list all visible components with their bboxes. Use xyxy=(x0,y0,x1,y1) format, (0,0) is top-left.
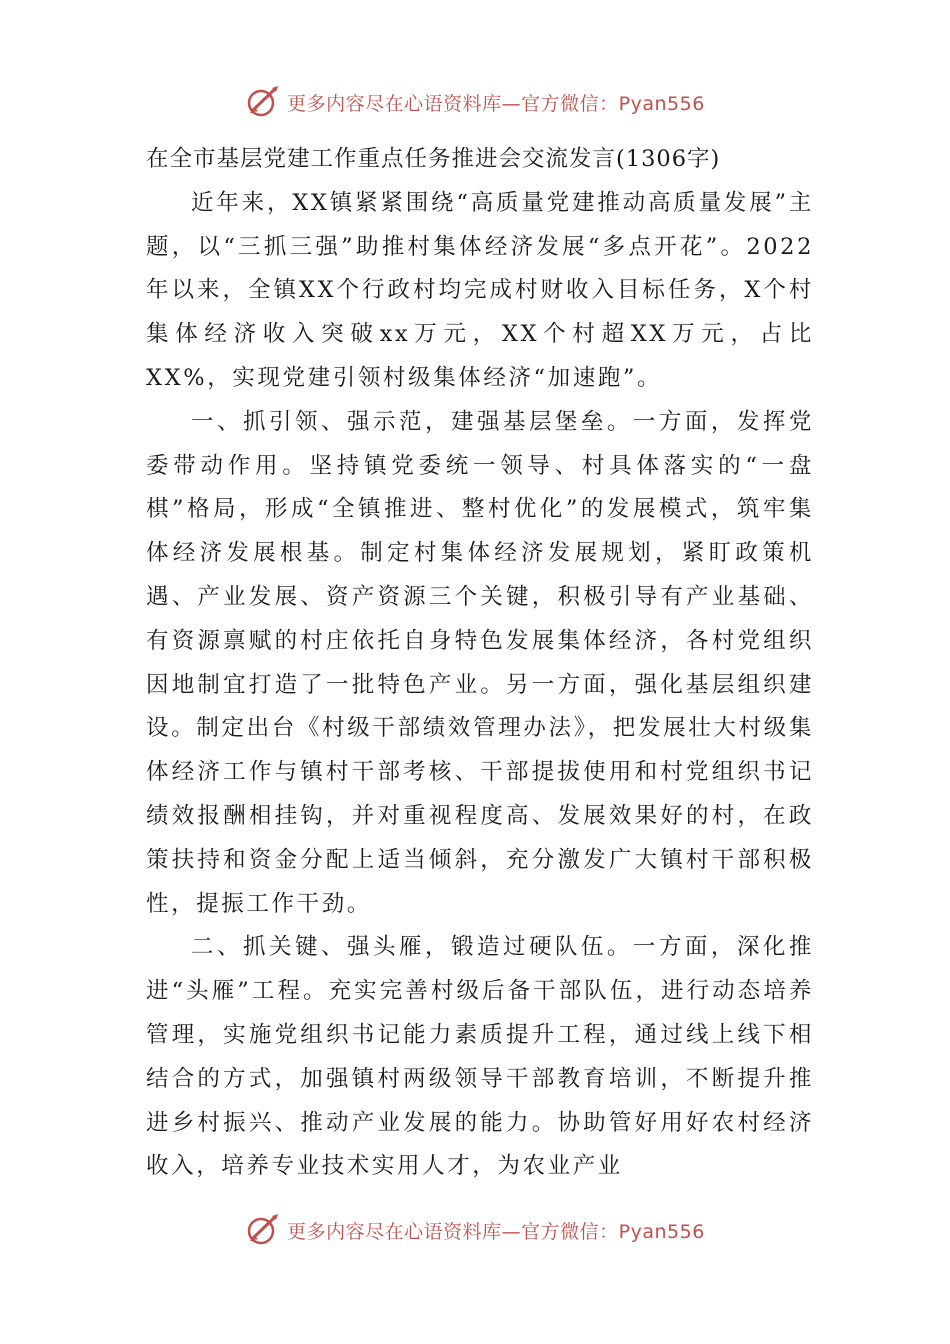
watermark-text: 更多内容尽在心语资料库—官方微信：Pyan556 xyxy=(287,1220,705,1243)
watermark-banner-top xyxy=(0,82,950,122)
pen-logo-icon xyxy=(245,1212,281,1248)
document-title: 在全市基层党建工作重点任务推进会交流发言(1306字) xyxy=(146,146,721,172)
paragraph-section-two: 二、抓关键、强头雁，锻造过硬队伍。一方面，深化推进“头雁”工程。充实完善村级后备干部队伍，进行动态培养管理，实施党组织书记能力素质提升工程，通过线上线下相结合的方式，加强镇村两级领导干部教育培训，不断提升推进乡村振兴、推动产业发展的能力。协助管好用好农村经济收入，培养专业技术实用人才，为农业产业 xyxy=(146,934,814,1180)
paragraph-section-one: 一、抓引领、强示范，建强基层堡垒。一方面，发挥党委带动作用。坚持镇党委统一领导、村具体落实的“一盘棋”格局，形成“全镇推进、整村优化”的发展模式，筑牢集体经济发展根基。制定村集体经济发展规划，紧盯政策机遇、产业发展、资产资源三个关键，积极引导有产业基础、有资源禀赋的村庄依托自身特色发展集体经济，各村党组织因地制宜打造了一批特色产业。另一方面，强化基层组织建设。制定出台《村级干部绩效管理办法》，把发展壮大村级集体经济工作与镇村干部考核、干部提拔使用和村党组织书记绩效报酬相挂钩，并对重视程度高、发展效果好的村，在政策扶持和资金分配上适当倾斜，充分激发广大镇村干部积极性，提振工作干劲。 xyxy=(146,408,814,917)
watermark-banner-bottom xyxy=(0,1210,950,1250)
document-body xyxy=(146,138,814,1189)
paragraph-intro: 近年来，XX镇紧紧围绕“高质量党建推动高质量发展”主题，以“三抓三强”助推村集体经济发展“多点开花”。2022年以来，全镇XX个行政村均完成村财收入目标任务，X个村集体经济收入突破xx万元，XX个村超XX万元，占比XX%，实现党建引领村级集体经济“加速跑”。 xyxy=(146,189,814,391)
watermark-text: 更多内容尽在心语资料库—官方微信：Pyan556 xyxy=(287,92,705,115)
pen-logo-icon xyxy=(245,84,281,120)
